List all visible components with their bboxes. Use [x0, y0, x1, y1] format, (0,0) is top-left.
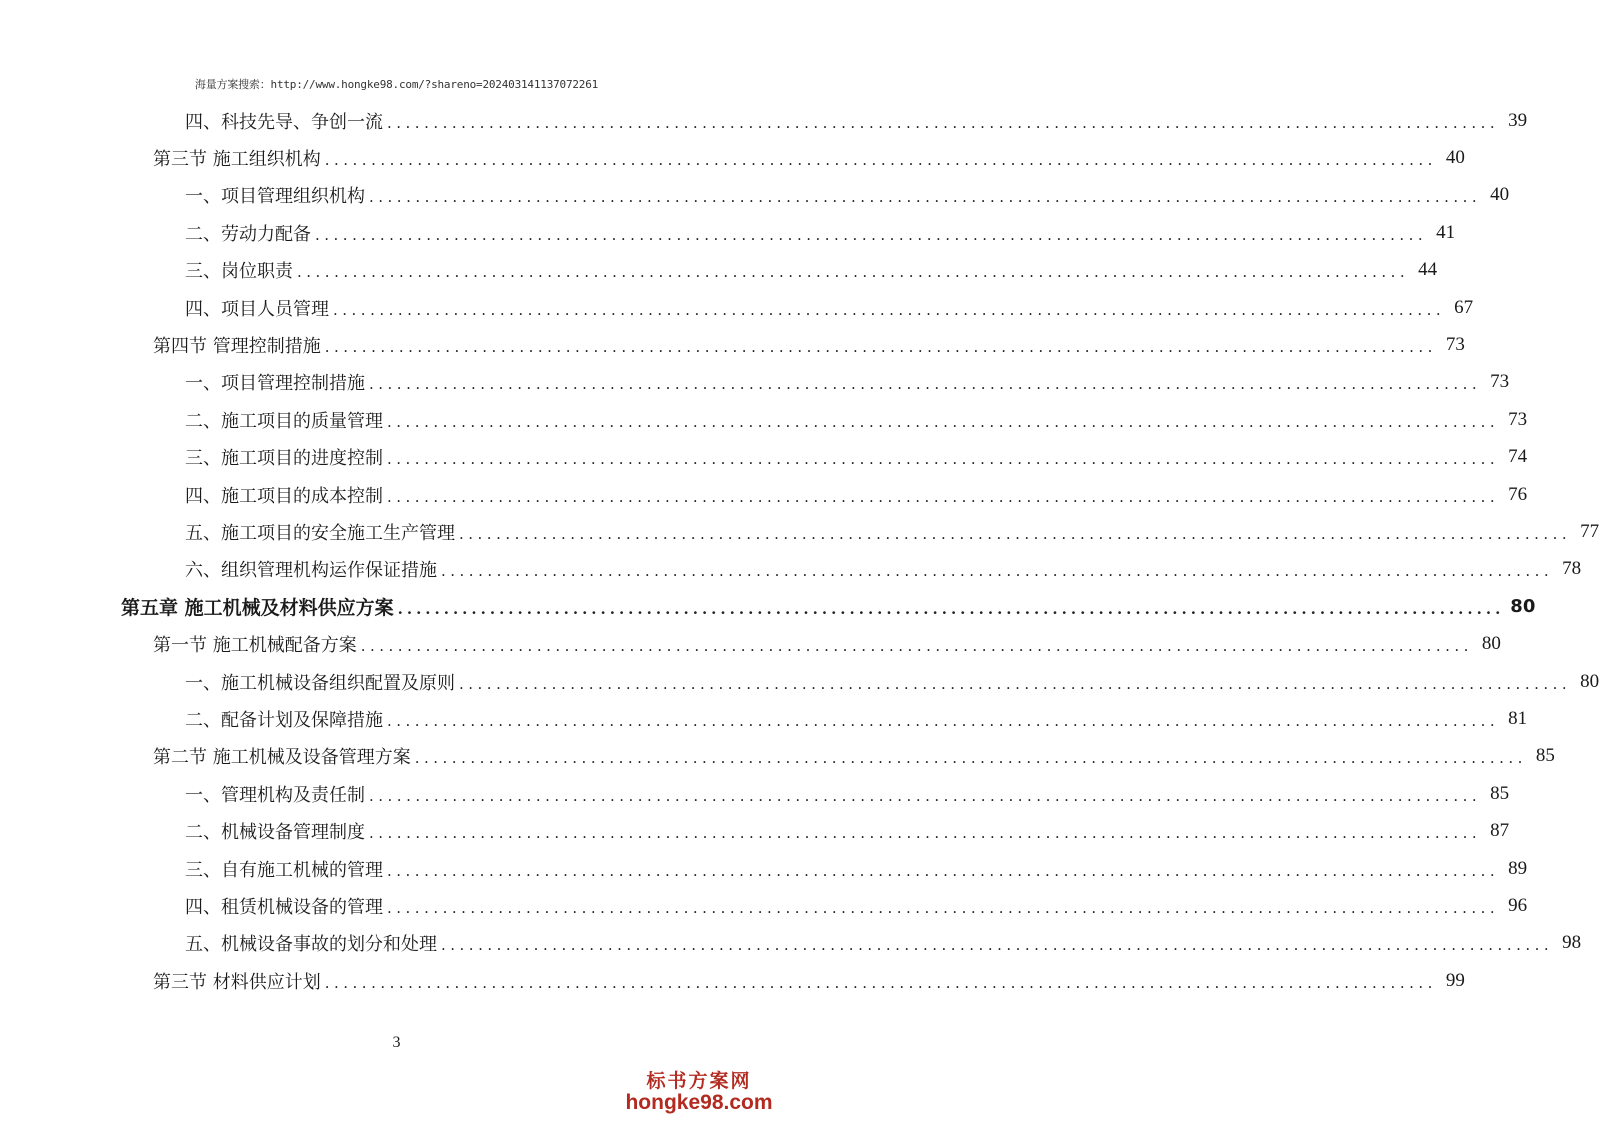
- toc-entry-title: 第一节 施工机械配备方案: [153, 635, 357, 657]
- toc-entry-page: 80: [1481, 633, 1501, 655]
- site-watermark-logo: [619, 1066, 779, 1115]
- toc-entry-page: 40: [1490, 184, 1510, 206]
- toc-entry-page: 96: [1508, 894, 1528, 916]
- toc-leader-dots: ........................................................................................................................: [324, 150, 1437, 169]
- toc-entry-section[interactable]: [153, 738, 1555, 775]
- toc-entry-title: 五、机械设备事故的划分和处理: [185, 934, 437, 956]
- toc-entry-item[interactable]: [185, 252, 1438, 289]
- toc-entry-item[interactable]: [185, 700, 1528, 737]
- toc-entry-title: 三、施工项目的进度控制: [185, 448, 383, 470]
- toc-entry-title: 一、管理机构及责任制: [185, 784, 365, 806]
- toc-leader-dots: ........................................................................................................................: [324, 337, 1437, 356]
- toc-leader-dots: ........................................................................................................................: [369, 786, 1482, 805]
- toc-leader-dots: ........................................................................................................................: [369, 188, 1482, 207]
- toc-leader-dots: ........................................................................................................................: [387, 711, 1500, 730]
- toc-entry-title: 四、项目人员管理: [185, 298, 329, 320]
- toc-entry-page: 85: [1490, 782, 1510, 804]
- toc-entry-item[interactable]: [185, 401, 1528, 438]
- toc-entry-page: 80: [1510, 596, 1536, 618]
- toc-entry-page: 67: [1454, 296, 1474, 318]
- toc-entry-item[interactable]: [185, 364, 1510, 401]
- toc-entry-title: 一、项目管理组织机构: [185, 186, 365, 208]
- toc-entry-page: 39: [1508, 109, 1528, 131]
- toc-entry-item[interactable]: [185, 663, 1599, 700]
- toc-entry-item[interactable]: [185, 551, 1582, 588]
- toc-entry-item[interactable]: [185, 177, 1510, 214]
- toc-entry-title: 六、组织管理机构运作保证措施: [185, 560, 437, 582]
- toc-entry-title: 第三节 材料供应计划: [153, 971, 321, 993]
- watermark-en-text: hongke98.com: [625, 1091, 773, 1114]
- watermark-cn-text: 标书方案网: [646, 1070, 752, 1092]
- toc-leader-dots: ........................................................................................................................: [441, 936, 1554, 955]
- toc-entry-page: 40: [1445, 146, 1465, 168]
- toc-entry-page: 77: [1580, 520, 1599, 542]
- toc-entry-title: 第三节 施工组织机构: [153, 148, 321, 170]
- toc-leader-dots: ........................................................................................................................: [441, 562, 1554, 581]
- toc-leader-dots: ........................................................................................................................: [459, 524, 1572, 543]
- toc-leader-dots: ........................................................................................................................: [324, 973, 1437, 992]
- toc-entry-title: 二、机械设备管理制度: [185, 822, 365, 844]
- toc-entry-page: 98: [1562, 932, 1582, 954]
- toc-leader-dots: ........................................................................................................................: [459, 674, 1572, 693]
- toc-entry-chapter[interactable]: [121, 588, 1536, 625]
- toc-leader-dots: ........................................................................................................................: [297, 263, 1410, 282]
- toc-entry-title: 第二节 施工机械及设备管理方案: [153, 747, 411, 769]
- toc-leader-dots: ........................................................................................................................: [369, 824, 1482, 843]
- toc-entry-title: 一、施工机械设备组织配置及原则: [185, 672, 455, 694]
- toc-entry-title: 四、施工项目的成本控制: [185, 485, 383, 507]
- toc-entry-page: 87: [1490, 820, 1510, 842]
- toc-entry-page: 89: [1508, 857, 1528, 879]
- toc-leader-dots: ........................................................................................................................: [360, 637, 1473, 656]
- toc-entry-section[interactable]: [153, 962, 1465, 999]
- toc-entry-page: 80: [1580, 670, 1599, 692]
- toc-leader-dots: ........................................................................................................................: [387, 450, 1500, 469]
- toc-entry-item[interactable]: [185, 813, 1510, 850]
- page-header-url: 海量方案搜索：http://www.hongke98.com/?shareno=202403141137072261: [194, 78, 599, 91]
- toc-entry-title: 一、项目管理控制措施: [185, 373, 365, 395]
- toc-entry-page: 41: [1436, 221, 1456, 243]
- toc-entry-page: 76: [1508, 483, 1528, 505]
- toc-leader-dots: ........................................................................................................................: [387, 487, 1500, 506]
- toc-leader-dots: ........................................................................................................................: [387, 861, 1500, 880]
- toc-entry-title: 四、科技先导、争创一流: [185, 111, 383, 133]
- toc-entry-page: 99: [1445, 969, 1465, 991]
- toc-leader-dots: ........................................................................................................................: [315, 225, 1428, 244]
- toc-leader-dots: ........................................................................................................................: [397, 599, 1505, 618]
- toc-leader-dots: ........................................................................................................................: [387, 898, 1500, 917]
- toc-leader-dots: ........................................................................................................................: [387, 412, 1500, 431]
- toc-leader-dots: ........................................................................................................................: [387, 113, 1500, 132]
- toc-entry-item[interactable]: [185, 775, 1510, 812]
- toc-entry-item[interactable]: [185, 925, 1582, 962]
- toc-leader-dots: ........................................................................................................................: [369, 375, 1482, 394]
- toc-entry-section[interactable]: [153, 626, 1501, 663]
- toc-entry-title: 五、施工项目的安全施工生产管理: [185, 522, 455, 544]
- toc-entry-title: 第四节 管理控制措施: [153, 335, 321, 357]
- toc-entry-title: 第五章 施工机械及材料供应方案: [121, 597, 394, 620]
- toc-entry-item[interactable]: [185, 214, 1456, 251]
- toc-entry-title: 二、劳动力配备: [185, 223, 311, 245]
- toc-entry-item[interactable]: [185, 476, 1528, 513]
- toc-entry-item[interactable]: [185, 513, 1599, 550]
- toc-entry-page: 81: [1508, 707, 1528, 729]
- toc-entry-page: 78: [1562, 558, 1582, 580]
- toc-entry-item[interactable]: [185, 102, 1528, 139]
- toc-entry-title: 二、施工项目的质量管理: [185, 410, 383, 432]
- page-number: 3: [392, 1034, 401, 1051]
- toc-entry-item[interactable]: [185, 850, 1528, 887]
- toc-entry-page: 73: [1445, 333, 1465, 355]
- toc-entry-page: 85: [1535, 745, 1555, 767]
- toc-leader-dots: ........................................................................................................................: [414, 749, 1527, 768]
- toc-entry-item[interactable]: [185, 887, 1528, 924]
- toc-entry-page: 74: [1508, 446, 1528, 468]
- toc-entry-section[interactable]: [153, 326, 1465, 363]
- toc-entry-section[interactable]: [153, 139, 1465, 176]
- toc-entry-title: 二、配备计划及保障措施: [185, 709, 383, 731]
- toc-entry-title: 四、租赁机械设备的管理: [185, 896, 383, 918]
- toc-entry-item[interactable]: [185, 289, 1474, 326]
- toc-leader-dots: ........................................................................................................................: [333, 300, 1446, 319]
- toc-entry-title: 三、自有施工机械的管理: [185, 859, 383, 881]
- toc-entry-page: 73: [1508, 408, 1528, 430]
- toc-entry-page: 73: [1490, 371, 1510, 393]
- toc-entry-page: 44: [1418, 259, 1438, 281]
- toc-entry-item[interactable]: [185, 439, 1528, 476]
- toc-entry-title: 三、岗位职责: [185, 261, 293, 283]
